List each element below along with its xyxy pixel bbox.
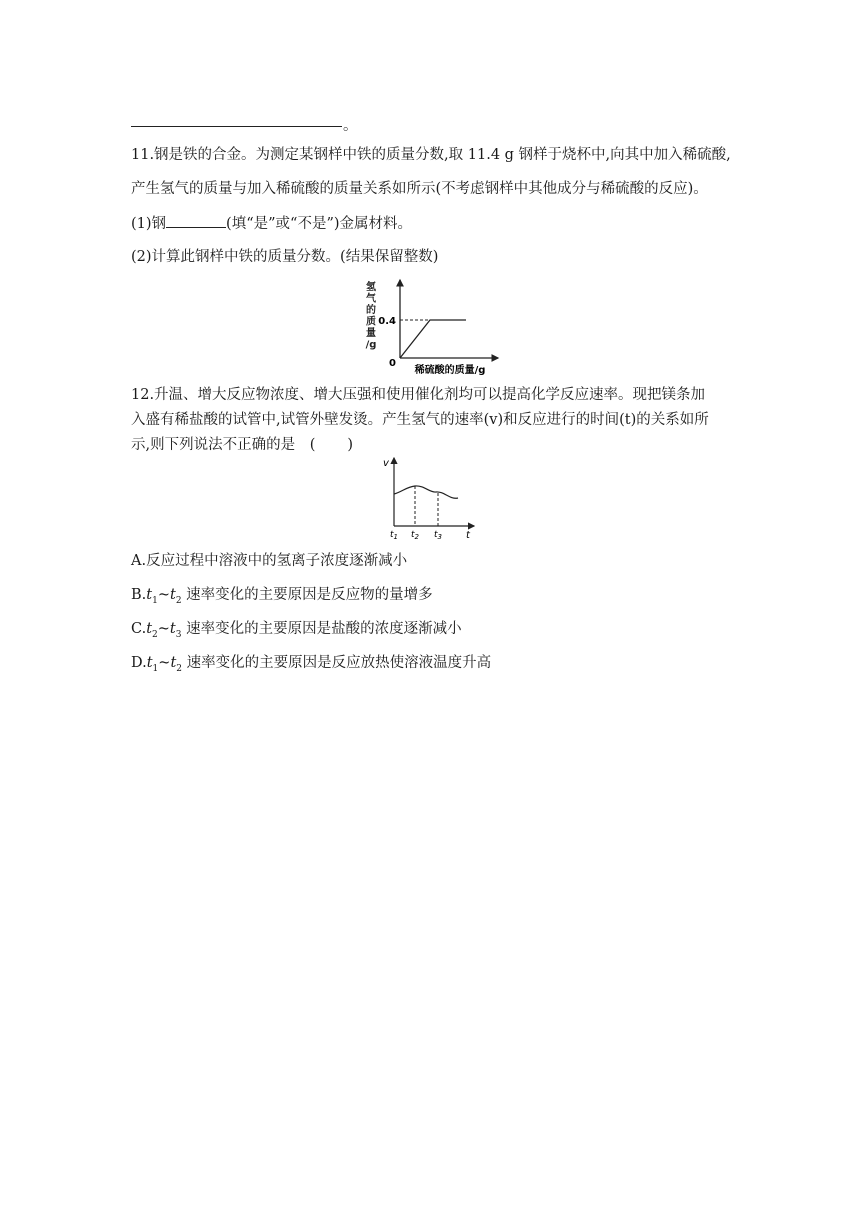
- hydrogen-mass-chart: [360, 278, 520, 378]
- y-tick-label: 0.4: [378, 316, 396, 327]
- y-axis-label-char: 的: [366, 305, 376, 316]
- x-tick-label: $t_2$: [411, 530, 419, 541]
- tilde: ~: [157, 587, 170, 603]
- option-a-text: 反应过程中溶液中的氢离子浓度逐渐减小: [146, 553, 408, 569]
- option-b-text: 速率变化的主要原因是反应物的量增多: [181, 587, 433, 603]
- option-b[interactable]: [131, 585, 433, 611]
- var-t: t: [170, 655, 177, 671]
- option-d[interactable]: [131, 653, 491, 679]
- y-axis-label-char: 气: [366, 293, 376, 305]
- var-t: t: [169, 587, 176, 603]
- y-axis-label-char: 质: [366, 316, 376, 328]
- q11-part1-prefix: (1)钢: [131, 216, 167, 232]
- y-axis-label-char: /g: [365, 339, 377, 351]
- x-axis-label: 稀硫酸的质量/g: [414, 365, 486, 376]
- svg-text:氢气的质量/g: [366, 280, 377, 351]
- y-axis-label-char: 量: [366, 328, 376, 339]
- option-d-label: D.: [131, 655, 147, 671]
- y-axis-label: [366, 280, 377, 351]
- option-a[interactable]: [131, 551, 407, 571]
- answer-blank-line[interactable]: [131, 125, 342, 127]
- var-t: t: [146, 587, 153, 603]
- q12-stem-line1: 12.升温、增大反应物浓度、增大压强和使用催化剂均可以提高化学反应速率。现把镁条加: [131, 387, 706, 403]
- rate-time-chart: [380, 456, 480, 541]
- q12-stem-text: 示,则下列说法不正确的是: [131, 437, 296, 453]
- option-c[interactable]: [131, 619, 462, 645]
- q11-part1-suffix: (填“是”或“不是”)金属材料。: [226, 216, 413, 232]
- option-c-label: C.: [131, 621, 147, 637]
- q12-stem-line2: 入盛有稀盐酸的试管中,试管外壁发烫。产生氢气的速率(v)和反应进行的时间(t)的关系如所: [131, 412, 709, 428]
- var-t: t: [169, 621, 176, 637]
- subscript: 1: [152, 595, 158, 606]
- answer-paren-close: ): [347, 437, 354, 453]
- q11-fill-blank[interactable]: [166, 213, 226, 228]
- series-line: [400, 320, 466, 358]
- subscript: 2: [152, 629, 158, 640]
- q11-stem-line2: 产生氢气的质量与加入稀硫酸的质量关系如所示(不考虑钢样中其他成分与稀硫酸的反应)。: [131, 181, 708, 197]
- subscript: 2: [176, 663, 182, 674]
- tilde: ~: [158, 655, 171, 671]
- var-t: t: [146, 655, 153, 671]
- subscript: 1: [152, 663, 159, 674]
- q11-part1: [131, 213, 412, 234]
- option-d-text: 速率变化的主要原因是反应放热使溶液温度升高: [182, 655, 492, 671]
- x-axis-label: t: [466, 530, 470, 541]
- q11-part2: (2)计算此钢样中铁的质量分数。(结果保留整数): [131, 249, 439, 265]
- tilde: ~: [157, 621, 170, 637]
- q12-stem-line3: [131, 435, 353, 455]
- rate-curve: [394, 486, 458, 498]
- x-tick-label: $t_3$: [434, 530, 442, 541]
- var-t: t: [146, 621, 153, 637]
- answer-paren-open: (: [309, 437, 316, 453]
- option-c-text: 速率变化的主要原因是盐酸的浓度逐渐减小: [181, 621, 462, 637]
- option-a-label: A.: [131, 553, 147, 569]
- option-b-label: B.: [131, 587, 147, 603]
- subscript: 3: [175, 629, 182, 640]
- end-mark: 。: [343, 118, 358, 134]
- y-axis-label-char: 氢: [366, 282, 376, 293]
- origin-label: 0: [389, 358, 396, 369]
- subscript: 2: [175, 595, 182, 606]
- y-axis-label: v: [383, 458, 389, 469]
- q11-stem-line1: 11.钢是铁的合金。为测定某钢样中铁的质量分数,取 11.4 g 钢样于烧杯中,向其中加入稀硫酸,: [131, 147, 731, 163]
- x-tick-label: $t_1$: [390, 530, 398, 541]
